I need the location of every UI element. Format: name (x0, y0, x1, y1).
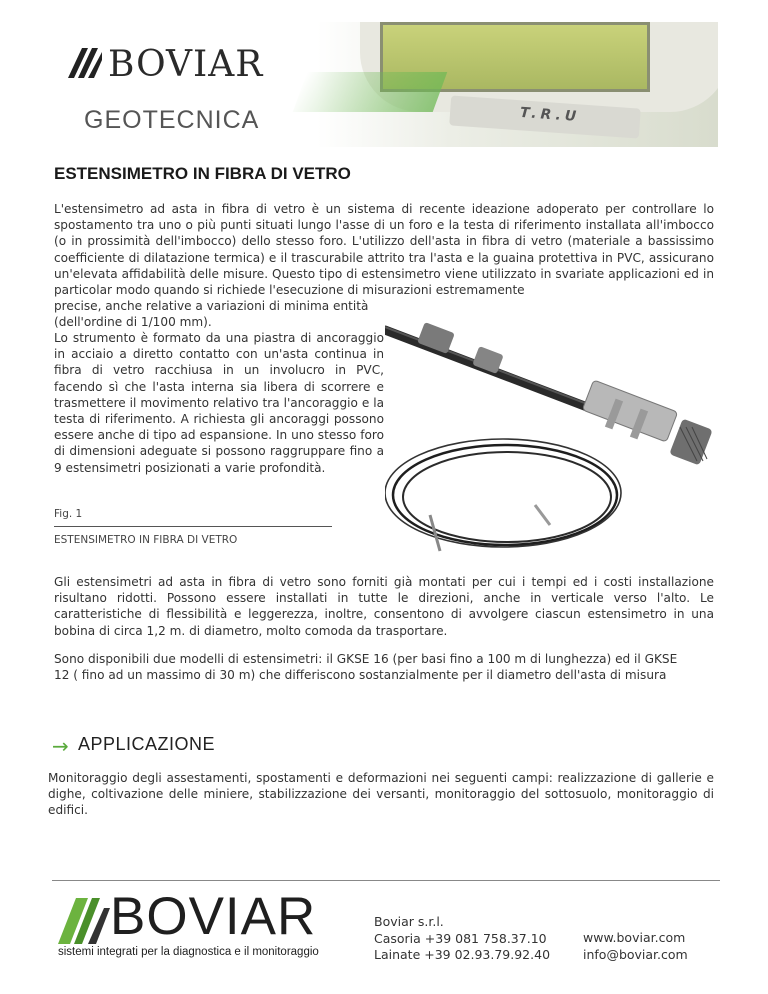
section-title-applicazione: APPLICAZIONE (78, 734, 216, 754)
figure-caption: ESTENSIMETRO IN FIBRA DI VETRO (54, 534, 238, 546)
device-green-stripe (293, 72, 448, 112)
header-subtitle: GEOTECNICA (84, 106, 260, 134)
extensometer-product-image (385, 315, 715, 555)
footer-company: Boviar s.r.l. (374, 914, 444, 929)
header-banner (50, 22, 718, 147)
footer-brand: BOVIAR (110, 887, 317, 946)
device-label: T.R.U (519, 104, 581, 126)
footer-email-link[interactable]: info@boviar.com (583, 946, 688, 962)
footer-divider (52, 880, 720, 881)
figure-number: Fig. 1 (54, 508, 83, 520)
footer-web (583, 930, 688, 963)
boviar-logo-icon (68, 48, 102, 78)
arrow-right-icon: → (52, 734, 69, 758)
page-title: ESTENSIMETRO IN FIBRA DI VETRO (54, 164, 351, 183)
paragraph-intro: L'estensimetro ad asta in fibra di vetro è un sistema di recente ideazione adoperato per controllare lo spostamento tra uno o più punti situati lungo l'asse di un foro e la testa di riferimento installata all'imbocco (o in prossimità dell'imbocco) dello stesso foro. L'utilizzo dell'asta in fibra di vetro (materiale a bassissimo coefficiente di dilatazione termica) e il trascurabile attrito tra l'asta e la guaina protettiva in PVC, assicurano un'elevata affidabilità delle misure. Questo tipo di estensimetro viene utilizzato in svariate applicazioni ed in particolar modo quando si richiede l'esecuzione di misurazioni estremamente (54, 202, 714, 298)
footer-phone-lainate: Lainate +39 02.93.79.92.40 (374, 947, 551, 962)
paragraph-installation: Gli estensimetri ad asta in fibra di vetro sono forniti già montati per cui i tempi ed i costi installazione risultano ridotti. Possono essere installati in tutte le direzioni, anche in verticale verso l'alto. Le caratteristiche di flessibilità e leggerezza, inoltre, consentono di avvolgere ciascun estensimetro in una bobina di circa 1,2 m. di diametro, molto comoda da trasportare. (54, 575, 714, 638)
paragraph-intro-end: precise, anche relative a variazioni di minima entità (dell'ordine di 1/100 mm). (54, 299, 369, 330)
footer-contacts (374, 914, 550, 964)
paragraph-models: Sono disponibili due modelli di estensimetri: il GKSE 16 (per basi fino a 100 m di lunghezza) ed il GKSE 12 ( fino ad un massimo di 30 m) che differiscono sostanzialmente per il diametro dell'asta di misura (54, 652, 678, 683)
footer-phone-casoria: Casoria +39 081 758.37.10 (374, 930, 547, 946)
paragraph-structure: Lo strumento è formato da una piastra di ancoraggio in acciaio a diretto contatto con un'asta continua in fibra di vetro racchiusa in un involucro in PVC, facendo sì che l'asta interna sia libera di scorrere e trasmettere il movimento relativo tra l'ancoraggio e la testa di riferimento. A richiesta gli ancoraggi possono essere anche di tipo ad espansione. In uno stesso foro di dimensioni adeguate si possono raggruppare fino a 9 estensimetri posizionati a varie profondità. (54, 331, 384, 475)
figure-divider (54, 526, 332, 527)
footer-tagline: sistemi integrati per la diagnostica e il monitoraggio (58, 946, 319, 958)
header-brand: BOVIAR (108, 44, 264, 85)
paragraph-application: Monitoraggio degli assestamenti, spostamenti e deformazioni nei seguenti campi: realizzazione di gallerie e dighe, coltivazione delle miniere, stabilizzazione dei versanti, monitoraggio del sottosuolo, monitoraggio di edifici. (48, 771, 714, 818)
footer-website-link[interactable]: www.boviar.com (583, 930, 686, 945)
